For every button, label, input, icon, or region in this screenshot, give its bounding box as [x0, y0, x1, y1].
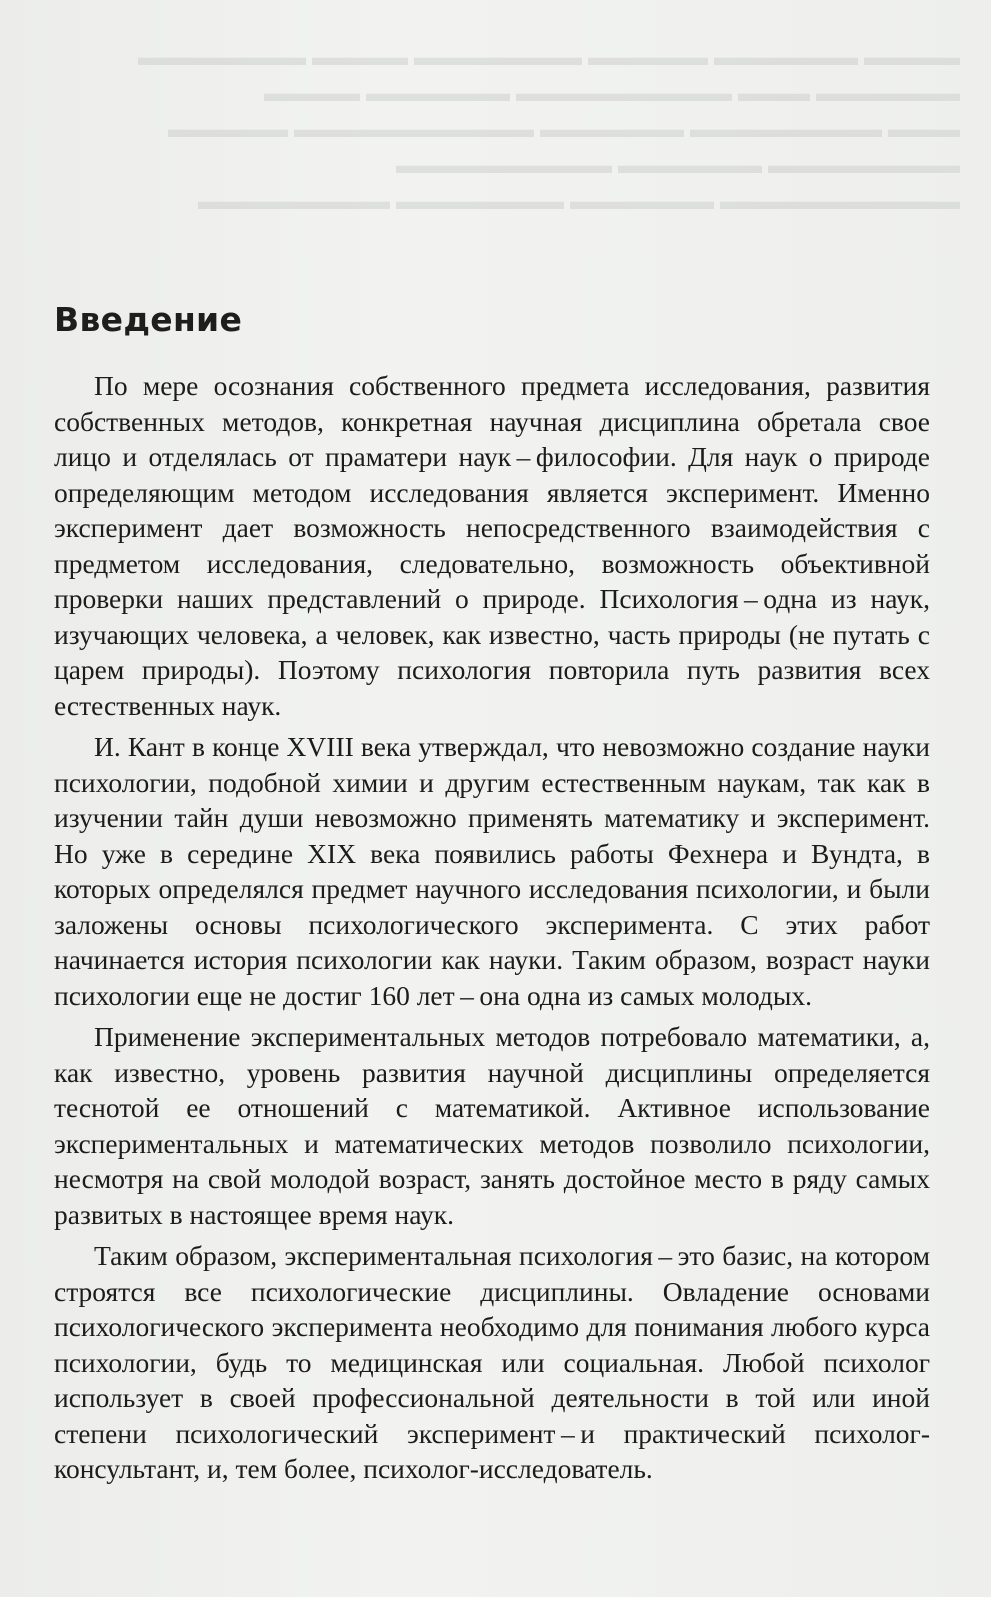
paragraph: По мере осознания собственного предмета исследования, развития собственных методов, конкретная научная дисциплина обретала свое лицо и отделялась от праматери наук – философии. Для наук о природе определяющим методом исследования является эксперимент. Именно эксперимент дает возможность непосредственного взаимодействия с предметом исследования, следовательно, возможность объективной проверки наших представлений о природе. Психология – одна из наук, изучающих человека, а человек, как известно, часть природы (не путать с царем природы). Поэтому психология повторила путь развития всех естественных наук.	[54, 370, 930, 721]
bleed-through-texture: ▬▬▬▬ ▬▬▬▬▬▬ ▬▬▬▬▬ ▬▬▬▬▬▬▬ ▬▬▬▬ ▬▬▬▬▬▬▬ ▬▬▬▬▬▬ ▬▬▬ ▬▬▬▬▬▬▬▬▬ ▬▬▬▬▬▬ ▬▬▬▬ ▬▬▬ ▬▬▬▬▬▬▬▬ ▬▬▬▬▬▬ ▬▬▬▬▬▬▬▬▬▬ ▬▬▬▬▬ ▬▬▬▬▬▬▬▬ ▬▬▬▬▬▬ ▬▬▬▬▬▬▬▬▬ ▬▬▬▬▬▬▬▬▬▬ ▬▬▬▬▬▬ ▬▬▬▬▬▬▬ ▬▬▬▬▬▬▬▬	[138, 45, 960, 215]
paragraph: Таким образом, экспериментальная психология – это базис, на котором строятся все психологические дисциплины. Овладение основами психологического эксперимента необходимо для понимания любого курса психологии, будь то медицинская или социальная. Любой психолог использует в своей профессиональной деятельности в той или иной степени психологический эксперимент – и практический психолог-консультант, и, тем более, психолог-исследователь.	[54, 1240, 930, 1484]
paragraph: И. Кант в конце XVIII века утверждал, что невозможно создание науки психологии, подобной химии и другим естественным наукам, так как в изучении тайн души невозможно применять математику и эксперимент. Но уже в середине XIX века появились работы Фехнера и Вундта, в которых определялся предмет научного исследования психологии, и были заложены основы психологического эксперимента. С этих работ начинается история психологии как науки. Таким образом, возраст науки психологии еще не достиг 160 лет – она одна из самых молодых.	[54, 731, 930, 1011]
paragraph: Применение экспериментальных методов потребовало математики, а, как известно, уровень развития научной дисциплины определяется теснотой ее отношений с математикой. Активное использование экспериментальных и математических методов позволило психологии, несмотря на свой молодой возраст, занять достойное место в ряду самых развитых в настоящее время наук.	[54, 1021, 930, 1230]
section-heading: Введение	[54, 300, 243, 339]
body-text	[54, 368, 930, 1493]
